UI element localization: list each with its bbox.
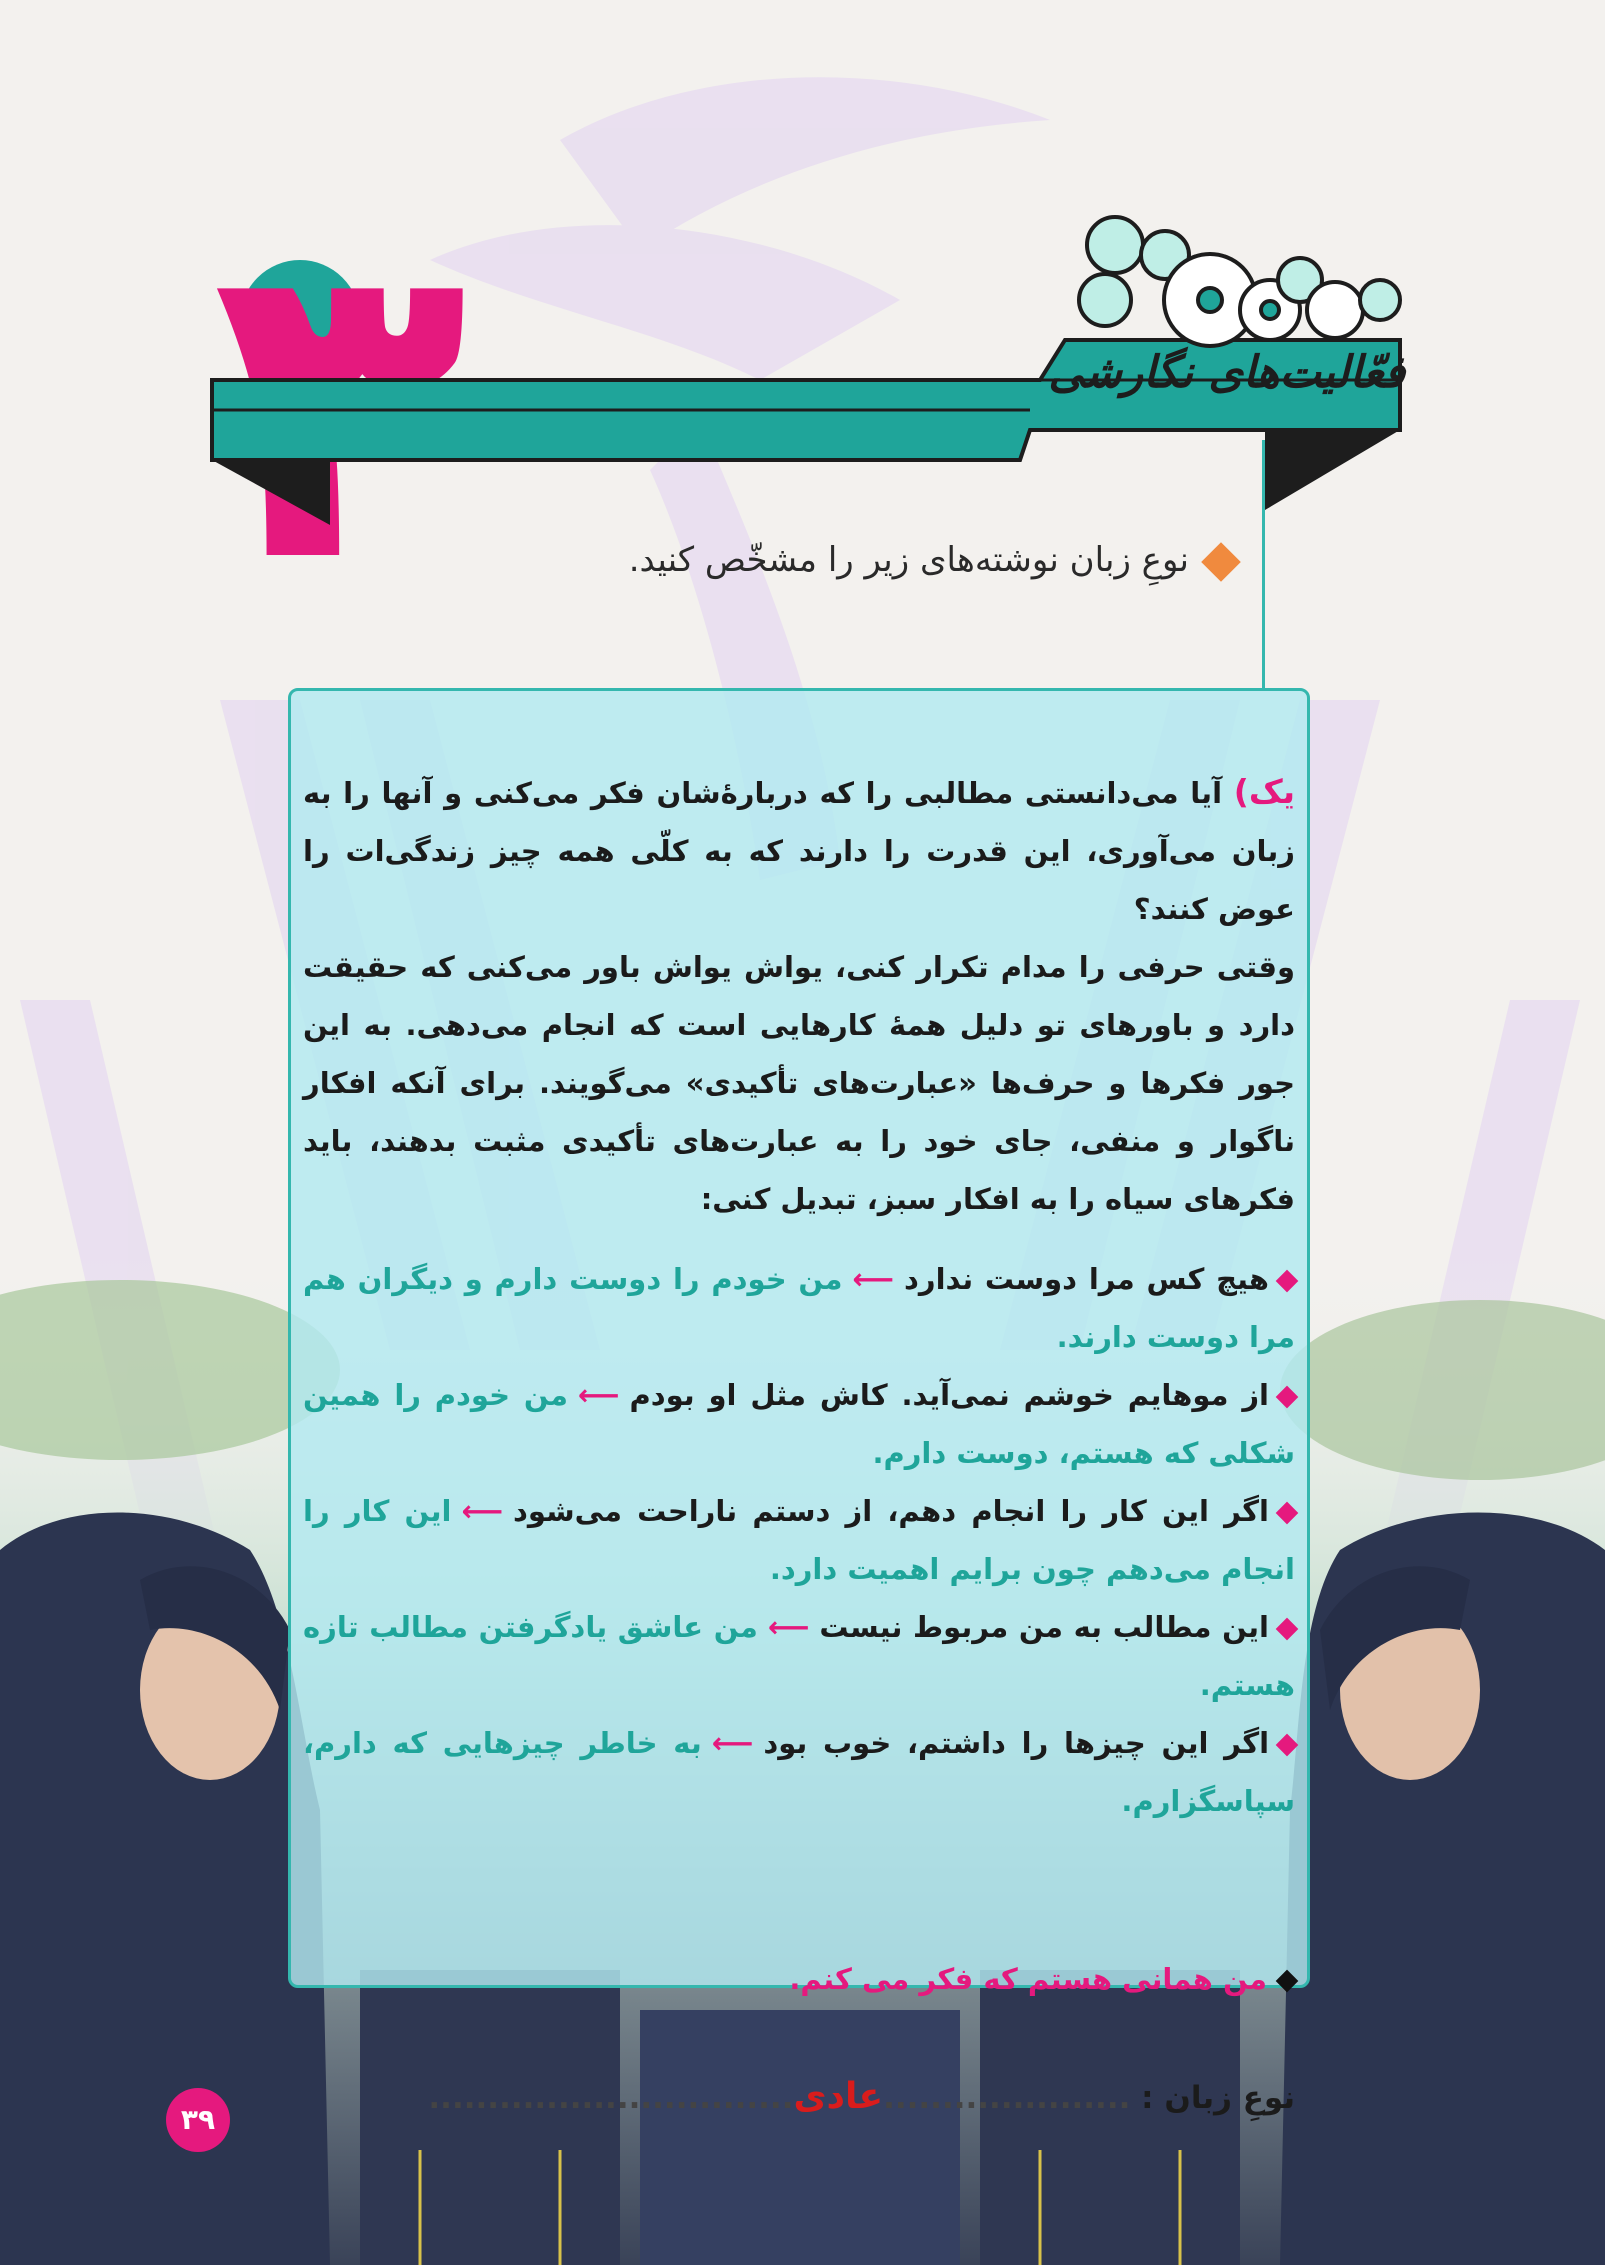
arrow-icon: ⟵ [711,1726,754,1760]
positive-thought: من خودم را دوست دارم و دیگران هم مرا دوست دارند. [303,1262,1295,1354]
pink-diamond-icon [1276,1618,1299,1641]
positive-thought: به خاطر چیزهایی که دارم، سپاسگزارم. [303,1726,1295,1818]
exercise-lead: یک) [1233,772,1295,811]
intro-paragraph [303,763,1295,938]
positive-thought: من خودم را همین شکلی که هستم، دوست دارم. [303,1378,1295,1470]
positive-thought: من عاشق یادگرفتن مطالب تازه هستم. [303,1610,1295,1702]
affirmation-list [303,1250,1295,1830]
pink-diamond-icon [1276,1386,1299,1409]
body-paragraph [303,938,1295,1228]
negative-thought: از موهایم خوشم نمی‌آید. کاش مثل او بودم [629,1378,1269,1412]
answer-line [303,2068,1295,2127]
list-item [303,1366,1295,1482]
section-title: فعّالیت‌های نگارشی [1048,347,1405,398]
list-item [303,1714,1295,1830]
pink-diamond-icon [1276,1270,1299,1293]
pink-diamond-icon [1276,1502,1299,1525]
final-statement [303,1950,1295,2008]
paragraph-1: آیا می‌دانستی مطالبی را که دربارۀشان فکر می‌کنی و آنها را به زبان می‌آوری، این قدرت را دارند که به کلّی همه چیز زندگی‌ات را عوض کنند؟ [303,776,1295,926]
orange-diamond-icon [1201,542,1241,582]
positive-thought: این کار را انجام می‌دهم چون برایم اهمیت دارد. [303,1494,1295,1586]
list-item [303,1598,1295,1714]
list-item [303,1250,1295,1366]
negative-thought: اگر این کار را انجام دهم، از دستم ناراحت می‌شود [513,1494,1269,1528]
black-diamond-icon [1276,1970,1299,1993]
answer-dots-left: ............................... [428,2080,794,2116]
negative-thought: این مطالب به من مربوط نیست [819,1610,1269,1644]
answer-dots-right: ..................... [883,2080,1131,2116]
arrow-icon: ⟵ [577,1378,620,1412]
negative-thought: هیچ کس مرا دوست ندارد [904,1262,1269,1296]
arrow-icon: ⟵ [461,1494,504,1528]
answer-value[interactable]: عادی [793,2076,884,2117]
list-item [303,1482,1295,1598]
arrow-icon: ⟵ [767,1610,810,1644]
final-statement-text: من همانی هستم که فکر می کنم. [789,1962,1267,1996]
instruction-text [535,530,1235,590]
negative-thought: اگر این چیزها را داشتم، خوب بود [763,1726,1270,1760]
exercise-card-content [303,763,1295,2117]
pink-diamond-icon [1276,1734,1299,1757]
answer-label: نوعِ زبان : [1141,2080,1295,2116]
instruction-label: نوعِ زبان نوشته‌های زیر را مشخّص کنید. [628,540,1189,580]
arrow-icon: ⟵ [852,1262,894,1296]
connector-line [1262,440,1265,690]
exercise-card [288,688,1310,2117]
paragraph-2: وقتی حرفی را مدام تکرار کنی، یواش یواش باور می‌کنی که حقیقت دارد و باورهای تو دلیل همۀ کارهایی است که انجام می‌دهی. به این جور فکرها و حرف‌ها «عبارت‌های تأکیدی» می‌گویند. برای آنکه افکار ناگوار و منفی، جای خود را به عبارت‌های تأکیدی مثبت بدهند، باید فکرهای سیاه را به افکار سبز، تبدیل کنی: [303,950,1295,1216]
page-number: ۳۹ [166,2088,230,2152]
